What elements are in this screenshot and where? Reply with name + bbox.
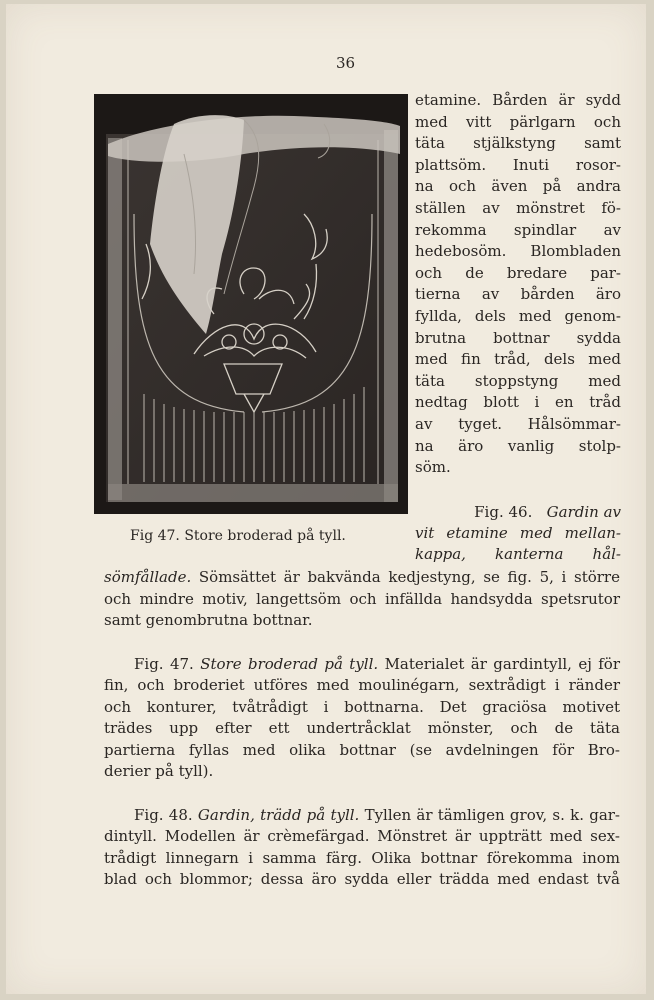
figure-46-caption-line-1: Fig. 46. Gardin av — [474, 503, 621, 521]
side-text-line: söm. — [415, 458, 451, 477]
side-text-line: tierna av bården äro — [415, 285, 621, 304]
para3-line-4: blad och blommor; dessa äro sydda eller trädda med endast två — [104, 870, 620, 888]
side-text-line: na äro vanlig stolp- — [415, 436, 621, 455]
side-text-line: plattsöm. Inuti rosor- — [415, 155, 621, 174]
para1-line-2: och mindre motiv, langettsöm och infällda handsydda spetsrutor — [104, 589, 620, 608]
side-text-line: brutna bottnar sydda — [415, 328, 621, 347]
side-text-line: och de bredare par- — [415, 263, 621, 282]
side-text-line: av tyget. Hålsömmar- — [415, 414, 621, 433]
para2-line-6: derier på tyll). — [104, 762, 214, 780]
para2-line-1: Fig. 47. Store broderad på tyll. Materialet är gardintyll, ej för — [134, 654, 620, 673]
figure-47-caption: Fig 47. Store broderad på tyll. — [130, 528, 346, 544]
side-text-line: täta stoppstyng med — [415, 371, 621, 390]
page-number: 36 — [336, 54, 356, 72]
book-page — [6, 4, 646, 994]
side-text-line: nedtag blott i en tråd — [415, 393, 621, 412]
para1-line-1: sömfållade. Sömsättet är bakvända kedjestyng, se fig. 5, i större — [104, 568, 620, 586]
figure-46-caption-line-2: vit etamine med mellan- — [415, 524, 621, 542]
para3-line-2: dintyll. Modellen är crèmefärgad. Mönstret är uppträtt med sex- — [104, 827, 620, 845]
figure-46-caption — [415, 502, 621, 565]
side-text-line: täta stjälkstyng samt — [415, 134, 621, 153]
para3-line-3: trådigt linnegarn i samma färg. Olika bottnar förekomma inom — [104, 848, 620, 867]
main-text — [104, 567, 620, 891]
side-text-line: hedebosöm. Blombladen — [415, 242, 621, 261]
side-text-line: etamine. Bården är sydd — [415, 91, 621, 109]
para1-line-3: samt genombrutna bottnar. — [104, 611, 313, 629]
side-text-line: na och även på andra — [415, 177, 621, 196]
curtain-photograph — [94, 94, 408, 514]
para2-line-4: trädes upp efter ett undertråcklat mönster, och de täta — [104, 719, 620, 737]
para2-line-2: fin, och broderiet utföres med moulinégarn, sextrådigt i ränder — [104, 676, 620, 694]
side-text-line: fyllda, dels med genom- — [415, 306, 621, 325]
side-text-column — [415, 90, 621, 479]
side-text-line: med vitt pärlgarn och — [415, 112, 621, 131]
side-text-line: ställen av mönstret fö- — [415, 198, 621, 217]
para3-line-1: Fig. 48. Gardin, trädd på tyll. Tyllen är tämligen grov, s. k. gar- — [134, 805, 621, 824]
embroidered-curtain-illustration — [94, 94, 408, 514]
figure-46-caption-line-3: kappa, kanterna hål- — [415, 545, 621, 563]
side-text-line: med fin tråd, dels med — [415, 350, 621, 369]
para2-line-3: och konturer, tvåtrådigt i bottnarna. Det graciösa motivet — [104, 697, 620, 716]
side-text-line: rekomma spindlar av — [415, 220, 621, 239]
para2-line-5: partierna fyllas med olika bottnar (se avdelningen för Bro- — [104, 740, 620, 759]
